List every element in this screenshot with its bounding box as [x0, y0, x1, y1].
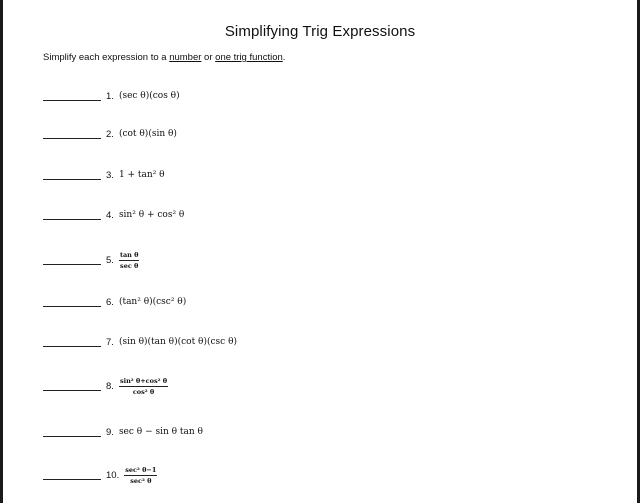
- problem-3: [43, 165, 165, 185]
- answer-blank[interactable]: [43, 346, 101, 347]
- answer-blank[interactable]: [43, 179, 101, 180]
- problem-fraction: [119, 251, 140, 270]
- instructions-trig-function: one trig function: [215, 52, 283, 63]
- problem-fraction: [124, 466, 157, 485]
- problem-expression: sin² θ + cos² θ: [118, 210, 185, 220]
- problem-4: [43, 205, 184, 225]
- answer-blank[interactable]: [43, 219, 101, 220]
- instructions-suffix: .: [282, 52, 286, 63]
- problem-fraction: [119, 377, 168, 396]
- problem-1: [43, 86, 180, 106]
- problem-number: 2.: [106, 128, 114, 140]
- problem-7: [43, 332, 237, 352]
- page-title: Simplifying Trig Expressions: [224, 23, 416, 40]
- fraction-numerator: sin² θ+cos² θ: [119, 376, 168, 385]
- instructions-middle: or: [201, 52, 216, 63]
- problem-number: 5.: [106, 254, 114, 266]
- problem-number: 1.: [106, 90, 114, 102]
- fraction-denominator: sec θ: [120, 261, 139, 270]
- problem-number: 8.: [106, 380, 114, 392]
- instructions: [43, 52, 285, 63]
- problem-number: 6.: [106, 296, 114, 308]
- problem-2: [43, 124, 177, 144]
- answer-blank[interactable]: [43, 390, 101, 391]
- problem-8: [43, 376, 168, 396]
- answer-blank[interactable]: [43, 306, 101, 307]
- problem-number: 7.: [106, 336, 114, 348]
- fraction-denominator: sec² θ: [130, 476, 152, 485]
- answer-blank[interactable]: [43, 100, 101, 101]
- problem-expression: 1 + tan² θ: [118, 170, 165, 180]
- problem-expression: (sec θ)(cos θ): [118, 91, 180, 101]
- problem-expression: (sin θ)(tan θ)(cot θ)(csc θ): [118, 337, 237, 347]
- problem-number: 4.: [106, 209, 114, 221]
- answer-blank[interactable]: [43, 138, 101, 139]
- problem-expression: (cot θ)(sin θ): [118, 129, 177, 139]
- fraction-numerator: sec² θ−1: [125, 465, 157, 474]
- problem-5: [43, 250, 139, 270]
- instructions-number: number: [169, 52, 202, 63]
- problem-9: [43, 422, 203, 442]
- fraction-numerator: tan θ: [119, 250, 139, 259]
- fraction-denominator: cos² θ: [132, 387, 155, 396]
- problem-number: 9.: [106, 426, 114, 438]
- problem-number: 3.: [106, 169, 114, 181]
- problem-number: 10.: [106, 469, 120, 481]
- problem-expression: sec θ − sin θ tan θ: [118, 427, 203, 437]
- instructions-prefix: Simplify each expression to a: [43, 52, 170, 63]
- answer-blank[interactable]: [43, 479, 101, 480]
- answer-blank[interactable]: [43, 264, 101, 265]
- problem-6: [43, 292, 186, 312]
- answer-blank[interactable]: [43, 436, 101, 437]
- problem-expression: (tan² θ)(csc² θ): [118, 297, 187, 307]
- problem-10: [43, 465, 157, 485]
